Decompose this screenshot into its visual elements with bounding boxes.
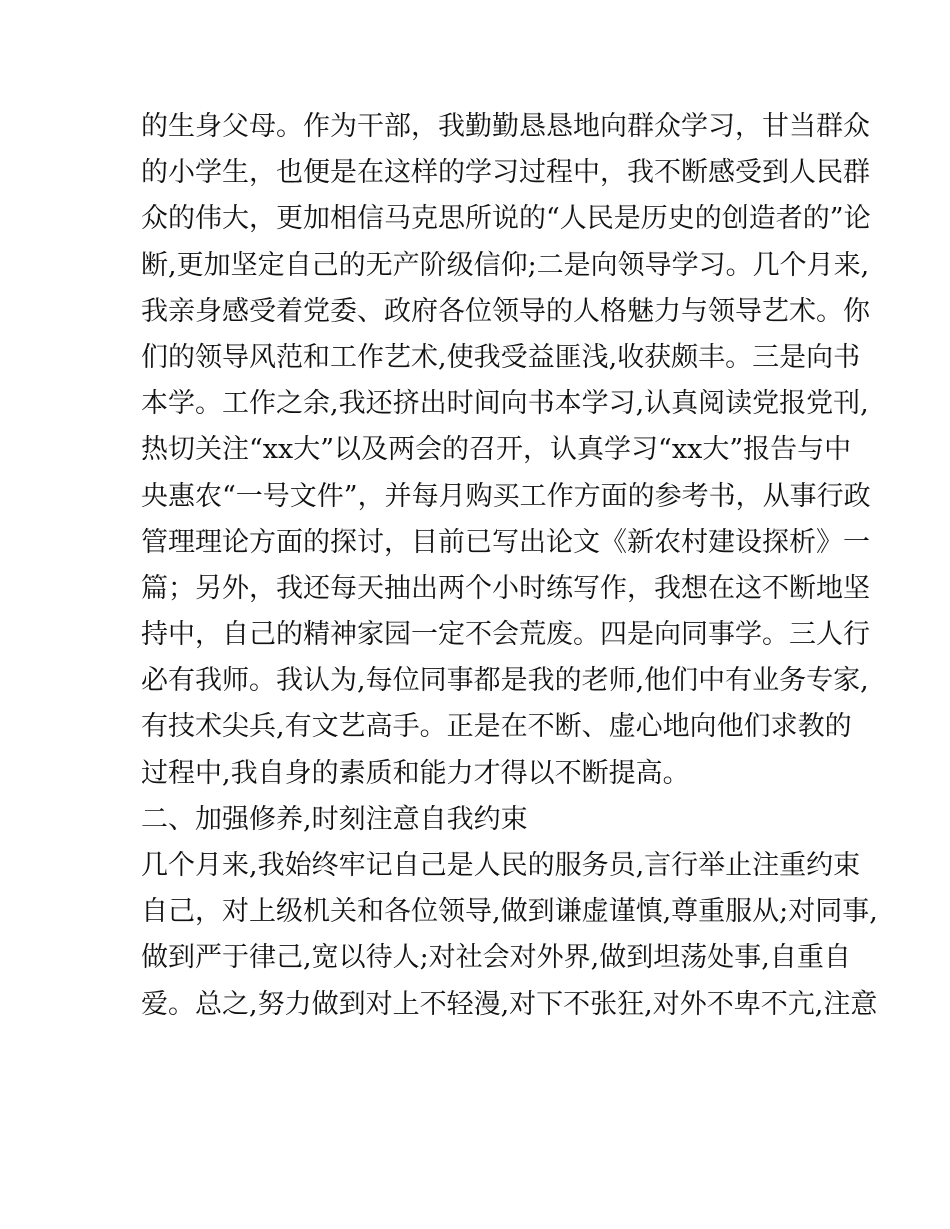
text-line: 热切关注“xx大”以及两会的召开，认真学习“xx大”报告与中	[141, 434, 852, 466]
text-line: 众的伟大，更加相信马克思所说的“人民是历史的创造者的”论	[141, 203, 871, 235]
text-line: 们的领导风范和工作艺术,使我受益匪浅,收获颇丰。三是向书	[141, 341, 861, 373]
text-line: 做到严于律己,宽以待人;对社会对外界,做到坦荡处事,自重自	[141, 942, 851, 974]
section-heading: 二、加强修养,时刻注意自我约束	[141, 803, 528, 835]
body-text	[141, 104, 878, 1028]
text-line: 的生身父母。作为干部，我勤勤恳恳地向群众学习，甘当群众	[141, 111, 870, 142]
text-line: 管理理论方面的探讨，目前已写出论文《新农村建设探析》一	[141, 526, 870, 558]
text-line: 我亲身感受着党委、政府各位领导的人格魅力与领导艺术。你	[141, 295, 870, 327]
text-line: 央惠农“一号文件”，并每月购买工作方面的参考书，从事行政	[141, 480, 871, 512]
text-line: 爱。总之,努力做到对上不轻漫,对下不张狂,对外不卑不亢,注意	[141, 988, 878, 1020]
text-line: 篇；另外，我还每天抽出两个小时练写作，我想在这不断地坚	[141, 572, 870, 604]
text-line: 持中，自己的精神家园一定不会荒废。四是向同事学。三人行	[141, 619, 870, 651]
text-line: 过程中,我自身的素质和能力才得以不断提高。	[141, 757, 690, 789]
text-line: 本学。工作之余,我还挤出时间向书本学习,认真阅读党报党刊,	[141, 388, 869, 420]
text-line: 断,更加坚定自己的无产阶级信仰;二是向领导学习。几个月来,	[141, 249, 870, 281]
text-line: 自己，对上级机关和各位领导,做到谦虚谨慎,尊重服从;对同事,	[141, 896, 878, 928]
text-line: 的小学生，也便是在这样的学习过程中，我不断感受到人民群	[141, 157, 870, 189]
text-line: 几个月来,我始终牢记自己是人民的服务员,言行举止注重约束	[141, 850, 861, 881]
text-line: 必有我师。我认为,每位同事都是我的老师,他们中有业务专家,	[141, 665, 869, 697]
text-line: 有技术尖兵,有文艺高手。正是在不断、虚心地向他们求教的	[141, 711, 852, 743]
